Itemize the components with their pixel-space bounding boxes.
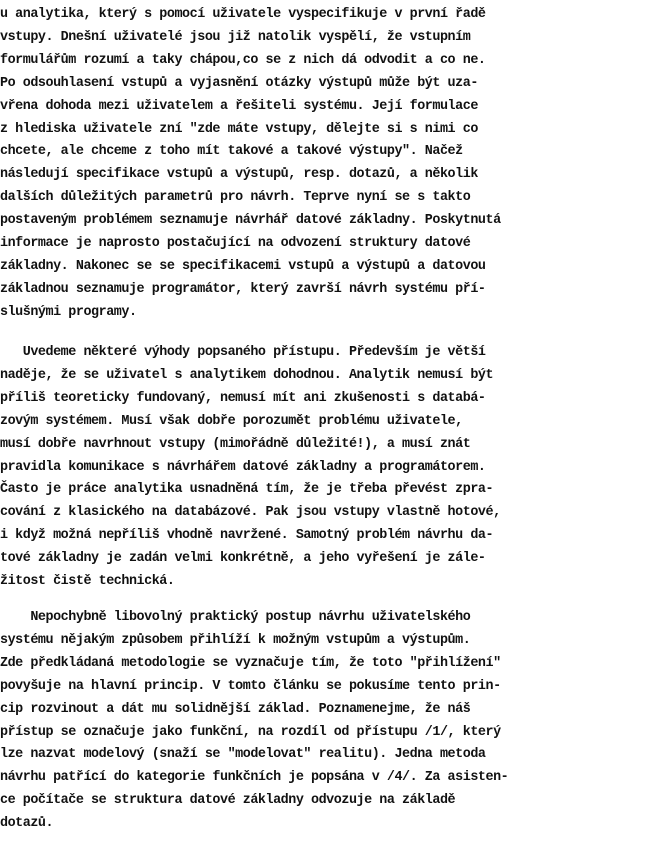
text-line: systému nějakým způsobem přihlíží k možným vstupům a výstupům.: [0, 632, 471, 648]
text-line: postaveným problémem seznamuje návrhář datové základny. Poskytnutá: [0, 213, 501, 229]
text-line: následují specifikace vstupů a výstupů, resp. dotazů, a několik: [0, 167, 478, 183]
text-line: cování z klasického na databázové. Pak jsou vstupy vlastně hotové,: [0, 505, 501, 521]
text-line: z hlediska uživatele zní "zde máte vstupy, dělejte si s nimi co: [0, 121, 478, 137]
text-line: příliš teoreticky fundovaný, nemusí mít ani zkušenosti s databá-: [0, 390, 486, 406]
text-line: tové základny je zadán velmi konkrétně, a jeho vyřešení je zále-: [0, 551, 486, 567]
text-line: Nepochybně libovolný praktický postup návrhu uživatelského: [0, 610, 471, 625]
text-line: dalších důležitých parametrů pro návrh. Teprve nyní se s takto: [0, 190, 471, 206]
text-line: Po odsouhlasení vstupů a vyjasnění otázky výstupů může být uza-: [0, 75, 478, 91]
text-line: povyšuje na hlavní princip. V tomto článku se pokusíme tento prin-: [0, 678, 501, 694]
text-line: žitost čistě technická.: [0, 574, 175, 589]
text-line: základnou seznamuje programátor, který završí návrh systému pří-: [0, 281, 486, 297]
text-line: přístup se označuje jako funkční, na rozdíl od přístupu /1/, který: [0, 724, 501, 740]
text-line: Uvedeme některé výhody popsaného přístupu. Především je větší: [0, 345, 486, 360]
text-line: formulářům rozumí a taky chápou,co se z nich dá odvodit a co ne.: [0, 52, 486, 68]
text-line: základny. Nakonec se se specifikacemi vstupů a výstupů a datovou: [0, 258, 486, 274]
text-line: naděje, že se uživatel s analytikem dohodnou. Analytik nemusí být: [0, 367, 494, 383]
text-line: musí dobře navrhnout vstupy (mimořádně důležité!), a musí znát: [0, 436, 471, 452]
text-line: lze nazvat modelový (snaží se "modelovat" realitu). Jedna metoda: [0, 747, 486, 763]
text-line: Často je práce analytika usnadněná tím, že je třeba převést zpra-: [0, 482, 494, 498]
text-line: u analytika, který s pomocí uživatele vyspecifikuje v první řadě: [0, 7, 486, 22]
text-line: návrhu patřící do kategorie funkčních je popsána v /4/. Za asisten-: [0, 770, 509, 786]
text-line: chcete, ale chceme z toho mít takové a takové výstupy". Načež: [0, 144, 463, 160]
text-line: informace je naprosto postačující na odvození struktury datové: [0, 236, 471, 251]
text-line: ce počítače se struktura datové základny odvozuje na základě: [0, 793, 456, 809]
text-line: pravidla komunikace s návrhářem datové základny a programátorem.: [0, 459, 486, 475]
text-line: vstupy. Dnešní uživatelé jsou již natolik vyspělí, že vstupním: [0, 29, 471, 45]
text-line: dotazů.: [0, 816, 54, 832]
text-line: zovým systémem. Musí však dobře porozumět problému uživatele,: [0, 413, 463, 429]
text-line: cip rozvinout a dát mu solidnější základ. Poznamenejme, že náš: [0, 701, 471, 717]
text-line: slušnými programy.: [0, 304, 137, 320]
text-line: vřena dohoda mezi uživatelem a řešiteli systému. Její formulace: [0, 98, 478, 114]
text-line: Zde předkládaná metodologie se vyznačuje tím, že toto "přihlížení": [0, 655, 501, 671]
text-line: i když možná nepříliš vhodně navržené. Samotný problém návrhu da-: [0, 528, 494, 544]
